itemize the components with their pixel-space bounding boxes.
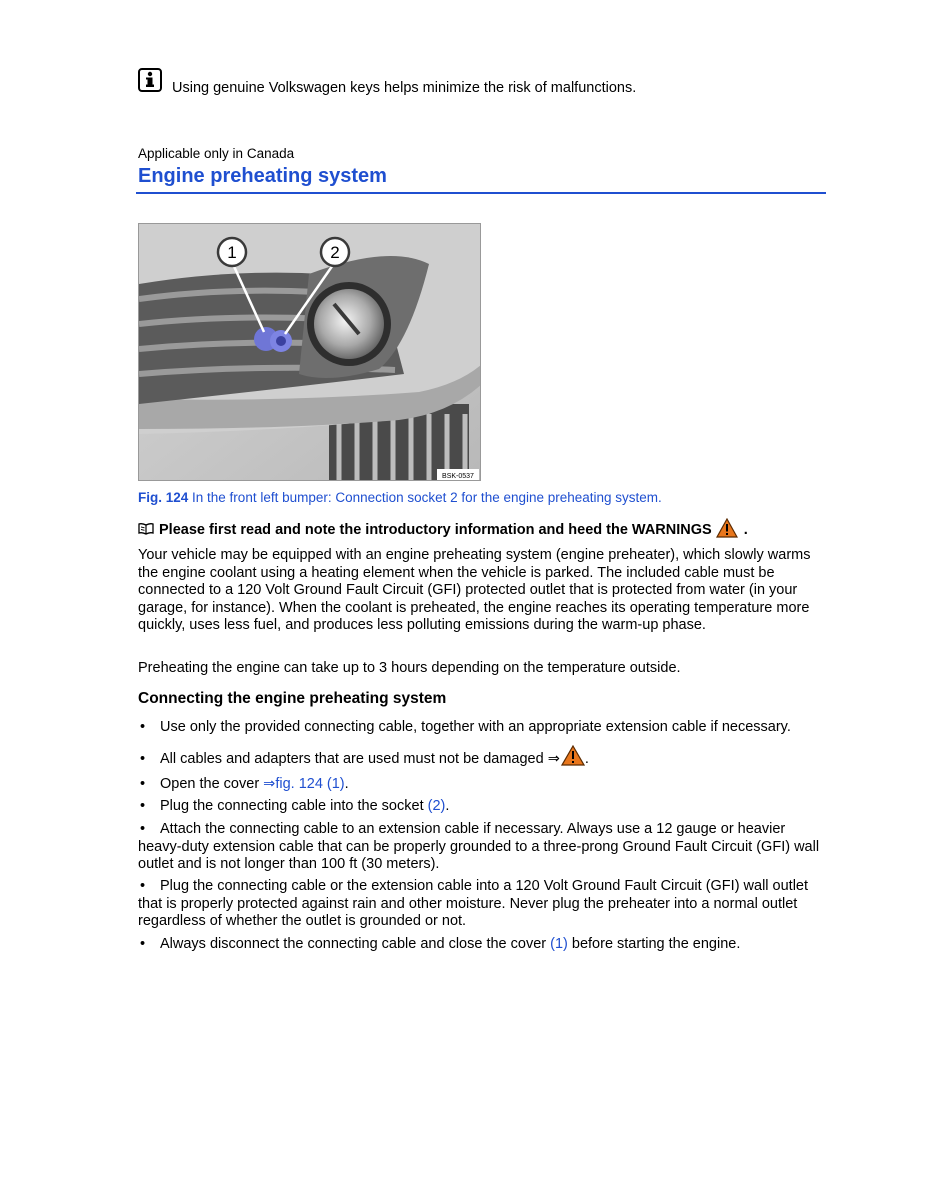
page-title: Engine preheating system [138,165,387,187]
bullet-text: Attach the connecting cable to an extension cable if necessary. Always use a 12 gauge or heavier heavy-duty extension cable that can be properly grounded to a three-prong Ground Fault Circuit (GFI) wall outlet and is not longer than 100 ft (30 meters). [138,821,820,872]
bullet-marker: • [140,751,146,767]
bullet-text: Plug the connecting cable or the extension cable into a 120 Volt Ground Fault Circuit (GFI) wall outlet that is properly protected against rain and other moisture. Never plug the preheater into a normal outlet regardless of whether the outlet is grounded or not. [138,878,809,929]
warning-triangle-icon[interactable] [561,745,585,772]
note-row [138,68,636,98]
bullet-text: Open the cover [160,776,264,792]
figure-link[interactable]: ⇒fig. 124 (1) [263,776,345,792]
callout-link-1[interactable]: (1) [550,936,568,952]
note-text: Using genuine Volkswagen keys helps minimize the risk of malfunctions. [172,80,637,96]
info-icon [138,68,162,92]
bullet-end: before starting the engine. [567,936,741,952]
bullet-text: Plug the connecting cable into the socket [160,798,428,814]
list-item [138,878,828,931]
warning-heading[interactable] [138,518,838,544]
list-item [138,798,828,816]
warning-heading-end: . [743,522,748,538]
caption-text: In the front left bumper: Connection socket 2 for the engine preheating system. [188,490,662,505]
bullet-text: All cables and adapters that are used must not be damaged [160,751,548,767]
list-item [138,776,828,794]
bullet-marker: • [140,821,146,837]
bullet-marker: • [140,719,146,735]
list-item [138,719,828,737]
warning-triangle-icon [716,518,738,544]
bullet-text: Always disconnect the connecting cable and close the cover [160,936,551,952]
book-icon [138,522,154,541]
caption-label: Fig. 124 [138,490,189,505]
bullet-text: Use only the provided connecting cable, together with an appropriate extension cable if necessary. [160,719,791,735]
bullet-marker: • [140,936,146,952]
figure-bumper-image [138,223,481,481]
list-item [138,745,828,772]
bullet-marker: • [140,776,146,792]
title-divider [136,192,826,194]
figure-code: BSK-0537 [442,473,474,480]
intro-paragraph: Your vehicle may be equipped with an engine preheating system (engine preheater), which slowly warms the engine coolant using a heating element when the vehicle is parked. The included cable must be connected to a 120 Volt Ground Fault Circuit (GFI) protected outlet that is protected from water (in your garage, for instance). When the coolant is preheated, the engine reaches its operating temperature more quickly, uses less fuel, and produces less polluting emissions during the warm-up phase. [138,547,811,633]
warning-heading-text: Please first read and note the introductory information and heed the WARNINGS [159,522,712,538]
bullet-marker: • [140,798,146,814]
callout-1-label: 1 [227,243,237,262]
bullet-end: . [445,798,450,814]
callout-link-2[interactable]: (2) [427,798,446,814]
figure-caption [138,489,838,507]
applicability-label: Applicable only in Canada [138,146,295,161]
arrow-glyph: ⇒ [547,751,560,767]
callout-2-label: 2 [330,243,340,262]
section-subheading: Connecting the engine preheating system [138,690,447,707]
list-item [138,936,828,954]
duration-paragraph: Preheating the engine can take up to 3 hours depending on the temperature outside. [138,660,681,676]
bullet-marker: • [140,878,146,894]
bullet-end: . [344,776,349,792]
list-item [138,821,828,874]
bullet-end: . [584,751,589,767]
